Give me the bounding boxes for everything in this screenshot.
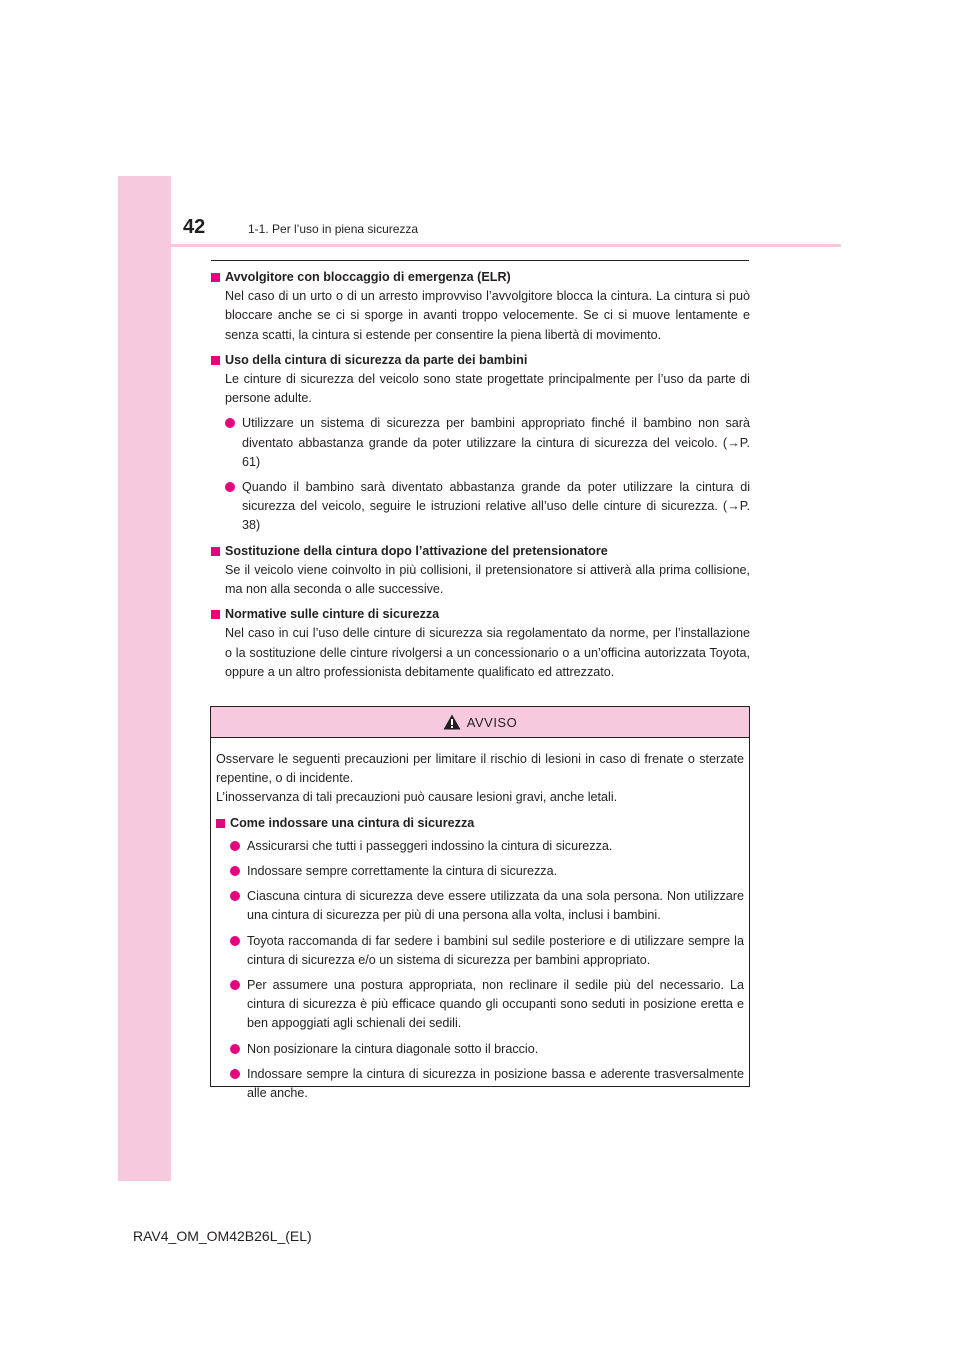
- square-bullet-icon: [211, 273, 220, 282]
- warning-triangle-icon: [443, 714, 461, 730]
- list-item: [230, 887, 744, 925]
- list-item-text: Non posizionare la cintura diagonale sotto il braccio.: [247, 1041, 539, 1056]
- list-item: [230, 1040, 744, 1059]
- round-bullet-icon: [230, 891, 240, 901]
- warning-intro-2: L’inosservanza di tali precauzioni può causare lesioni gravi, anche letali.: [216, 790, 618, 805]
- round-bullet-icon: [230, 936, 240, 946]
- warning-heading-text: Come indossare una cintura di sicurezza: [230, 815, 475, 830]
- list-item-text: Ciascuna cintura di sicurezza deve essere utilizzata da una sola persona. Non utilizzare una cintura di sicurezza per più di una persona alla volta, inclusi i bambini.: [247, 889, 744, 923]
- section-heading-text: Normative sulle cinture di sicurezza: [225, 607, 440, 622]
- round-bullet-icon: [230, 1044, 240, 1054]
- footer-code: RAV4_OM_OM42B26L_(EL): [133, 1228, 312, 1244]
- section-heading: [211, 605, 750, 624]
- round-bullet-icon: [230, 1069, 240, 1079]
- warning-label: AVVISO: [466, 714, 518, 730]
- page-sidebar: [118, 176, 171, 1181]
- list-item: [225, 414, 750, 472]
- list-item-text: Per assumere una postura appropriata, non reclinare il sedile più del necessario. La cintura di sicurezza è più efficace quando gli occupanti sono seduti in posizione eretta e ben appoggiati agli schienali dei sedili.: [247, 978, 744, 1031]
- square-bullet-icon: [216, 819, 225, 828]
- list-item: [230, 837, 744, 856]
- square-bullet-icon: [211, 356, 220, 365]
- list-item-text: Indossare sempre correttamente la cintura di sicurezza.: [247, 864, 558, 879]
- square-bullet-icon: [211, 610, 220, 619]
- section-heading-text: Uso della cintura di sicurezza da parte dei bambini: [225, 352, 528, 367]
- list-item: [230, 976, 744, 1034]
- round-bullet-icon: [230, 841, 240, 851]
- round-bullet-icon: [230, 866, 240, 876]
- content-rule: [211, 260, 749, 261]
- main-content: [211, 268, 750, 688]
- section-paragraph: Nel caso in cui l’uso delle cinture di sicurezza sia regolamentato da norme, per l’installazione o la sostituzione delle cinture rivolgersi a un concessionario o a un’officina autorizzata Toyota, oppure a un altro professionista debitamente qualificato ed attrezzato.: [225, 626, 750, 679]
- list-item: [225, 478, 750, 536]
- warning-box: [210, 706, 750, 1101]
- list-item-text: Toyota raccomanda di far sedere i bambini sul sedile posteriore e di utilizzare sempre la cintura di sicurezza e/o un sistema di sicurezza per bambini appropriato.: [247, 933, 744, 967]
- list-item-text: Assicurarsi che tutti i passeggeri indossino la cintura di sicurezza.: [247, 838, 613, 853]
- list-item-text: Quando il bambino sarà diventato abbastanza grande da poter utilizzare la cintura di sicurezza del veicolo, seguire le istruzioni relative all’uso delle cinture di sicurezza. (→P. 38): [242, 480, 750, 533]
- list-item: [230, 932, 744, 970]
- page-number: 42: [183, 216, 206, 238]
- warning-heading: [216, 814, 744, 833]
- section-paragraph: Se il veicolo viene coinvolto in più collisioni, il pretensionatore si attiverà alla prima collisione, ma non alla seconda o alle successive.: [225, 562, 750, 597]
- round-bullet-icon: [225, 418, 235, 428]
- round-bullet-icon: [230, 980, 240, 990]
- section-paragraph: Le cinture di sicurezza del veicolo sono state progettate principalmente per l’uso da parte di persone adulte.: [225, 372, 750, 406]
- section-heading-text: Avvolgitore con bloccaggio di emergenza (ELR): [225, 270, 511, 284]
- square-bullet-icon: [211, 547, 220, 556]
- list-item: [230, 862, 744, 881]
- section-heading-text: Sostituzione della cintura dopo l’attivazione del pretensionatore: [225, 543, 608, 558]
- warning-intro: Osservare le seguenti precauzioni per limitare il rischio di lesioni in caso di frenate o sterzate repentine, o di incidente.: [216, 752, 744, 786]
- warning-body: [211, 738, 749, 1103]
- section-heading: [211, 351, 750, 370]
- round-bullet-icon: [225, 482, 235, 492]
- warning-header: [211, 707, 749, 738]
- section-title: 1-1. Per l’uso in piena sicurezza: [248, 222, 419, 236]
- list-item: [230, 1065, 744, 1103]
- section-heading: [211, 268, 750, 287]
- section-paragraph: Nel caso di un urto o di un arresto improvviso l’avvolgitore blocca la cintura. La cintura si può bloccare anche se ci si sporge in avanti troppo velocemente. Se ci si muove lentamente e senza scatti, la cintura si estende per consentire la piena libertà di movimento.: [225, 289, 750, 342]
- list-item-text: Utilizzare un sistema di sicurezza per bambini appropriato finché il bambino non sarà diventato abbastanza grande da poter utilizzare la cintura di sicurezza del veicolo. (→P. 61): [242, 416, 750, 469]
- list-item-text: Indossare sempre la cintura di sicurezza in posizione bassa e aderente trasversalmente alle anche.: [247, 1066, 744, 1101]
- header-rule: [171, 244, 841, 247]
- section-heading: [211, 542, 750, 561]
